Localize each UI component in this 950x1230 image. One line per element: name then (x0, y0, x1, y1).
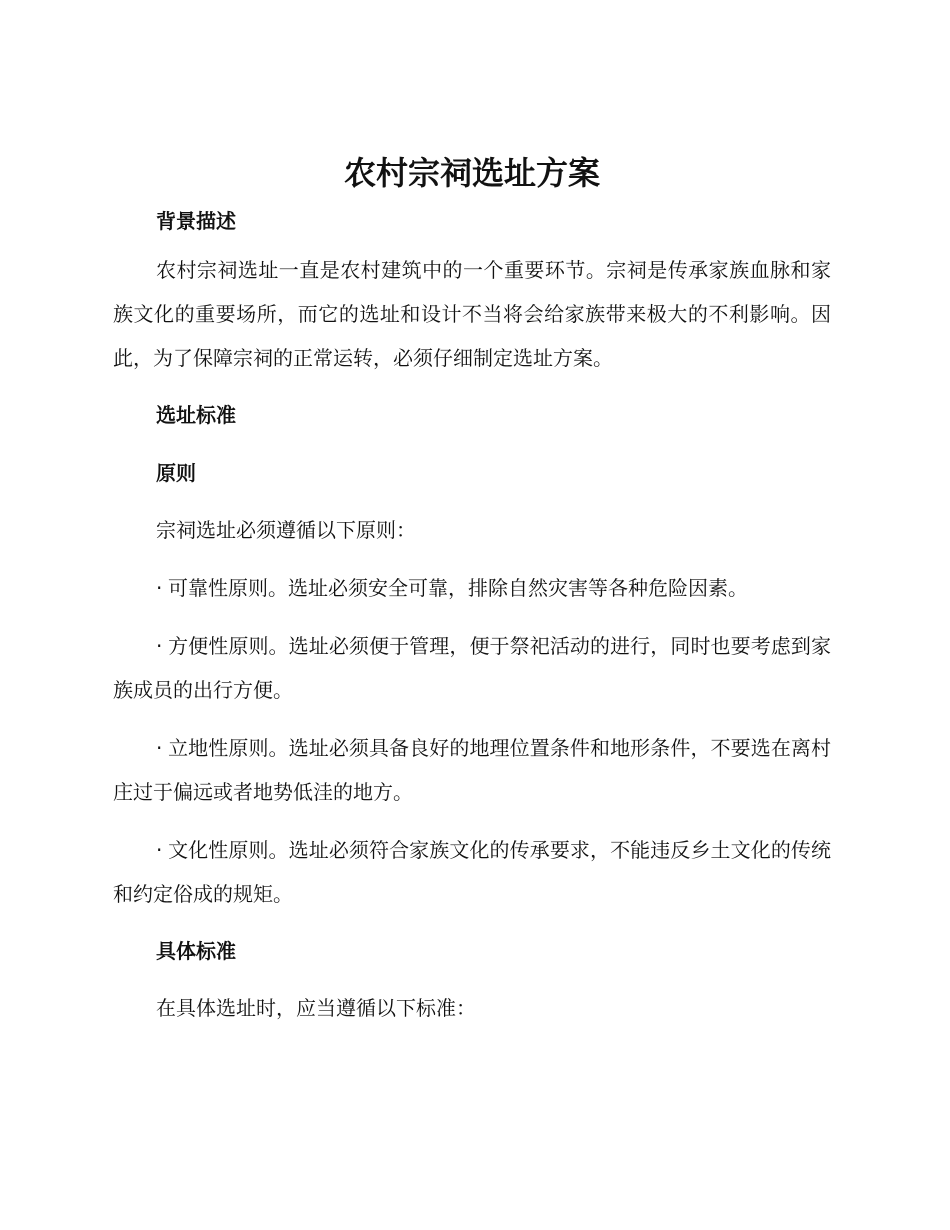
principle-text: 方便性原则。选址必须便于管理，便于祭祀活动的进行，同时也要考虑到家族成员的出行方便。 (113, 634, 831, 702)
section-heading-criteria: 选址标准 (156, 403, 236, 427)
section-heading-specific: 具体标准 (156, 939, 236, 963)
background-paragraph: 农村宗祠选址一直是农村建筑中的一个重要环节。宗祠是传承家族血脉和家族文化的重要场所，而它的选址和设计不当将会给家族带来极大的不利影响。因此，为了保障宗祠的正常运转，必须仔细制定选址方案。 (113, 258, 831, 370)
principle-text: 文化性原则。选址必须符合家族文化的传承要求，不能违反乡土文化的传统和约定俗成的规矩。 (113, 838, 831, 906)
principle-text: 立地性原则。选址必须具备良好的地理位置条件和地形条件，不要选在离村庄过于偏远或者地势低洼的地方。 (113, 736, 831, 804)
principle-item (113, 624, 831, 712)
principle-item (113, 566, 831, 610)
specific-intro: 在具体选址时，应当遵循以下标准： (156, 996, 476, 1020)
principle-item (113, 726, 831, 814)
bullet-dot: · (156, 838, 163, 862)
principle-item (113, 828, 831, 916)
principle-text: 可靠性原则。选址必须安全可靠，排除自然灾害等各种危险因素。 (168, 576, 748, 600)
principles-intro: 宗祠选址必须遵循以下原则： (156, 518, 416, 542)
document-content (113, 150, 831, 1030)
document-title: 农村宗祠选址方案 (343, 154, 600, 192)
bullet-dot: · (156, 634, 163, 658)
section-heading-background: 背景描述 (156, 209, 236, 233)
bullet-dot: · (156, 736, 163, 760)
bullet-dot: · (156, 576, 163, 600)
section-heading-principles: 原则 (156, 461, 196, 485)
